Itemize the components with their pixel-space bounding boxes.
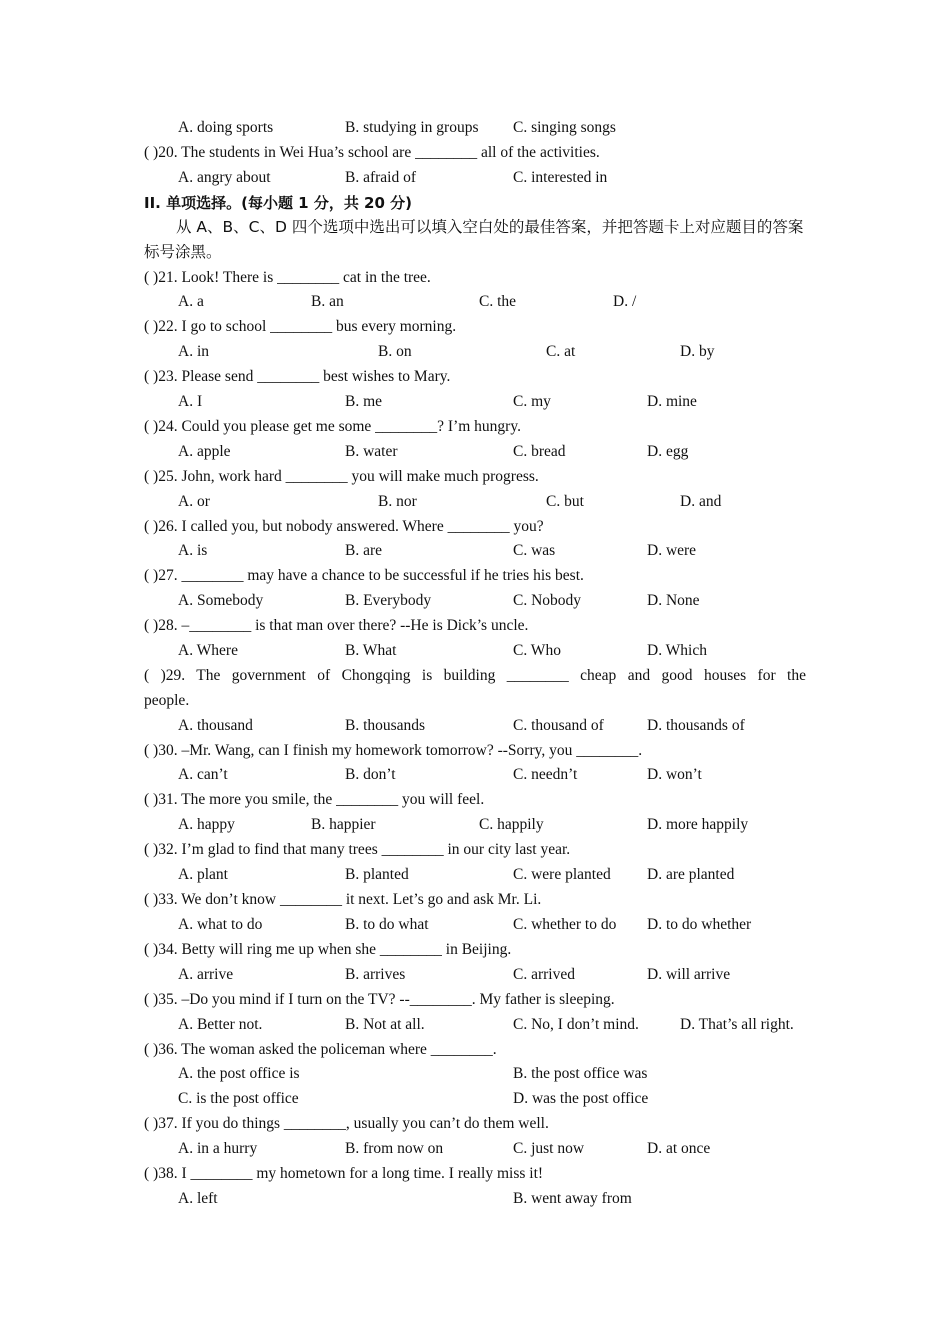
question-stem: ( )25. John, work hard ________ you will make much progress.	[144, 468, 539, 485]
option: D. was the post office	[513, 1090, 649, 1107]
option: C. my	[513, 393, 551, 410]
option: D. mine	[647, 393, 697, 410]
section-heading: II. 单项选择。(每小题 1 分，共 20 分)	[144, 194, 412, 212]
question-stem-continuation: people.	[144, 692, 190, 709]
option: C. bread	[513, 443, 566, 460]
question-stem: ( )37. If you do things ________, usually you can’t do them well.	[144, 1115, 549, 1132]
question-stem: ( )34. Betty will ring me up when she ________ in Beijing.	[144, 941, 512, 958]
question-stem: ( )20. The students in Wei Hua’s school are ________ all of the activities.	[144, 144, 600, 161]
option: B. arrives	[345, 966, 406, 983]
option: B. What	[345, 642, 397, 659]
option: B. studying in groups	[345, 119, 479, 136]
option: D. by	[680, 343, 715, 360]
question-stem: ( )32. I’m glad to find that many trees ________ in our city last year.	[144, 841, 571, 858]
option: B. Not at all.	[345, 1016, 425, 1033]
option: C. Who	[513, 642, 561, 659]
option: A. arrive	[178, 966, 234, 983]
option: C. was	[513, 542, 556, 559]
option: A. apple	[178, 443, 231, 460]
question-stem: ( )21. Look! There is ________ cat in the tree.	[144, 269, 431, 286]
option: B. don’t	[345, 766, 396, 783]
option: A. is	[178, 542, 208, 559]
option: A. I	[178, 393, 203, 410]
option: C. is the post office	[178, 1090, 299, 1107]
option: A. doing sports	[178, 119, 274, 136]
option: A. can’t	[178, 766, 228, 783]
option: C. just now	[513, 1140, 585, 1157]
option: A. in	[178, 343, 209, 360]
question-stem: ( )26. I called you, but nobody answered. Where ________ you?	[144, 518, 544, 535]
option: B. an	[311, 293, 344, 310]
option: A. Better not.	[178, 1016, 263, 1033]
option: B. me	[345, 393, 383, 410]
option: D. are planted	[647, 866, 735, 883]
question-stem: ( )36. The woman asked the policeman where ________.	[144, 1041, 497, 1058]
option: A. Where	[178, 642, 238, 659]
option: D. /	[613, 293, 637, 310]
question-stem: ( )24. Could you please get me some ________? I’m hungry.	[144, 418, 521, 435]
option: B. to do what	[345, 916, 429, 933]
option: C. needn’t	[513, 766, 578, 783]
option: B. nor	[378, 493, 417, 510]
option: A. what to do	[178, 916, 263, 933]
option: C. were planted	[513, 866, 611, 883]
option: C. at	[546, 343, 576, 360]
option: D. Which	[647, 642, 707, 659]
option: C. singing songs	[513, 119, 616, 136]
option: C. happily	[479, 816, 544, 833]
option: A. happy	[178, 816, 235, 833]
option: A. angry about	[178, 169, 271, 186]
option: A. in a hurry	[178, 1140, 258, 1157]
option: C. thousand of	[513, 717, 604, 734]
option: B. water	[345, 443, 398, 460]
question-stem: ( )28. –________ is that man over there? --He is Dick’s uncle.	[144, 617, 529, 634]
option: A. the post office is	[178, 1065, 300, 1082]
option: C. arrived	[513, 966, 575, 983]
question-stem: ( )29. The government of Chongqing is building ________ cheap and good houses for the	[144, 667, 806, 684]
option: A. thousand	[178, 717, 253, 734]
question-stem: ( )22. I go to school ________ bus every morning.	[144, 318, 457, 335]
option: C. whether to do	[513, 916, 617, 933]
option: B. happier	[311, 816, 376, 833]
option: A. plant	[178, 866, 228, 883]
option: D. at once	[647, 1140, 711, 1157]
option: C. Nobody	[513, 592, 582, 609]
option: B. planted	[345, 866, 409, 883]
question-stem: ( )30. –Mr. Wang, can I finish my homework tomorrow? --Sorry, you ________.	[144, 742, 643, 759]
option: C. No, I don’t mind.	[513, 1016, 639, 1033]
question-stem: ( )38. I ________ my hometown for a long time. I really miss it!	[144, 1165, 544, 1182]
option: D. None	[647, 592, 700, 609]
question-stem: ( )35. –Do you mind if I turn on the TV? --________. My father is sleeping.	[144, 991, 615, 1008]
option: D. won’t	[647, 766, 702, 783]
option: D. egg	[647, 443, 689, 460]
question-stem: ( )31. The more you smile, the ________ you will feel.	[144, 791, 485, 808]
option: C. the	[479, 293, 517, 310]
option: B. thousands	[345, 717, 426, 734]
section-instruction: 从 A、B、C、D 四个选项中选出可以填入空白处的最佳答案，并把答题卡上对应题目的答案标号涂黑。	[144, 218, 804, 261]
option: D. thousands of	[647, 717, 745, 734]
option: B. on	[378, 343, 412, 360]
option: B. from now on	[345, 1140, 444, 1157]
option: A. left	[178, 1190, 218, 1207]
option: D. to do whether	[647, 916, 752, 933]
option: B. afraid of	[345, 169, 417, 186]
option: A. or	[178, 493, 210, 510]
question-stem: ( )27. ________ may have a chance to be successful if he tries his best.	[144, 567, 584, 584]
option: D. That’s all right.	[680, 1016, 794, 1033]
question-stem: ( )33. We don’t know ________ it next. Let’s go and ask Mr. Li.	[144, 891, 542, 908]
option: B. the post office was	[513, 1065, 648, 1082]
option: C. interested in	[513, 169, 608, 186]
option: B. are	[345, 542, 383, 559]
option: B. Everybody	[345, 592, 432, 609]
option: D. will arrive	[647, 966, 731, 983]
option: C. but	[546, 493, 584, 510]
option: D. more happily	[647, 816, 749, 833]
option: A. Somebody	[178, 592, 264, 609]
option: D. and	[680, 493, 722, 510]
option: D. were	[647, 542, 697, 559]
question-stem: ( )23. Please send ________ best wishes to Mary.	[144, 368, 451, 385]
option: B. went away from	[513, 1190, 632, 1207]
option: A. a	[178, 293, 204, 310]
